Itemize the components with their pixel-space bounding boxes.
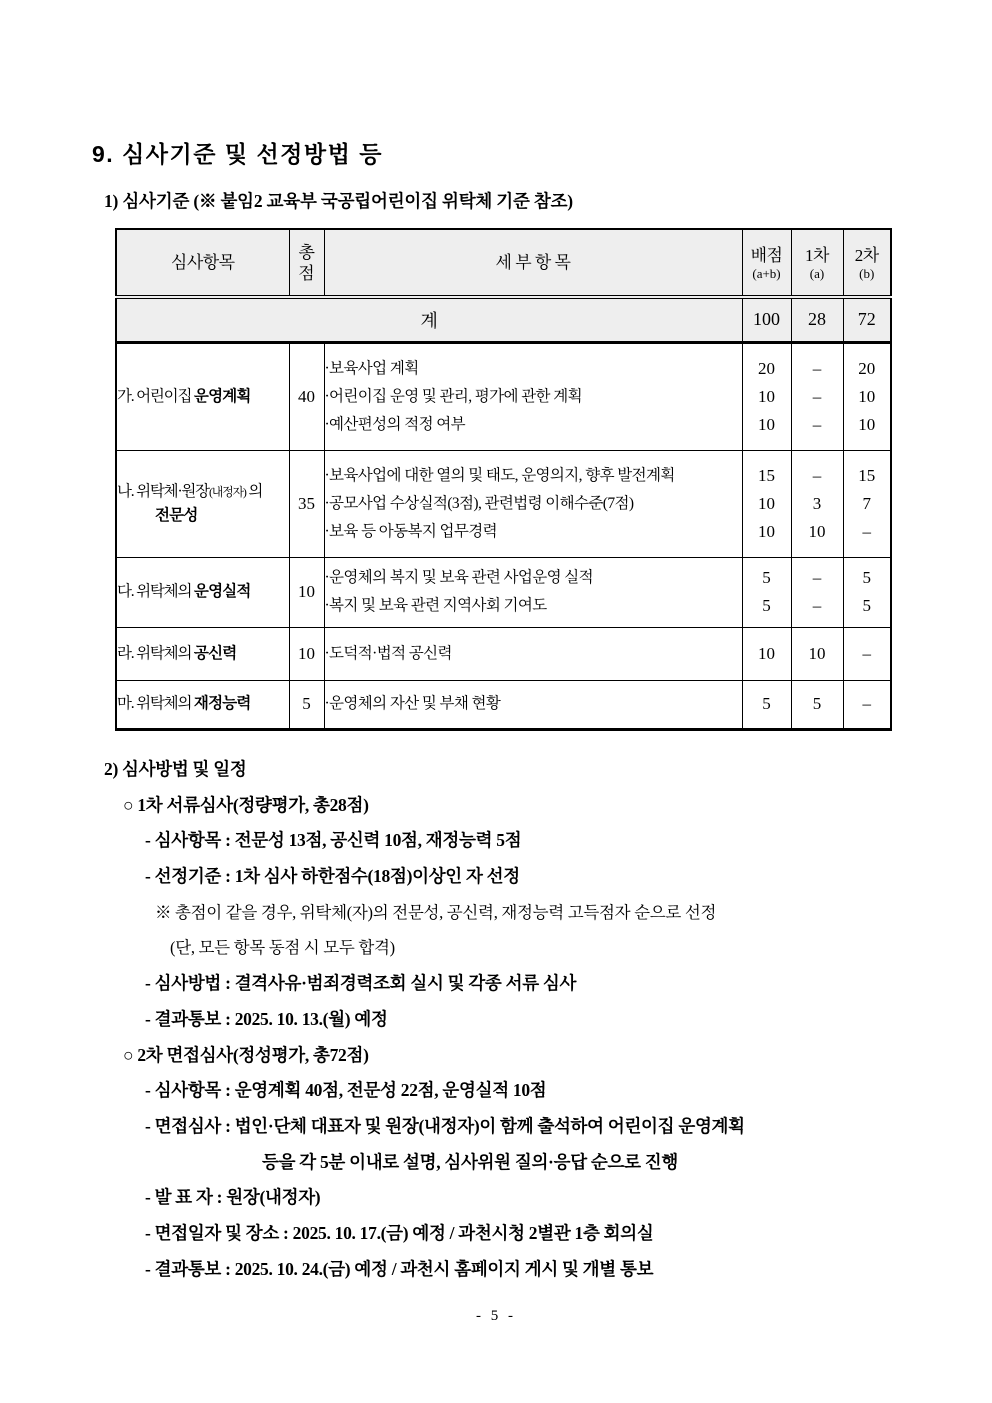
row-total-points: 35 — [289, 450, 324, 557]
score-value: 10 — [758, 493, 775, 513]
doc-line: - 심사방법 : 결격사유·범죄경력조회 실시 및 각종 서류 심사 — [145, 973, 577, 994]
score-value: – — [812, 414, 822, 434]
detail-line: ·보육사업에 대한 열의 및 태도, 운영의지, 향후 발전계획 — [324, 466, 675, 484]
row-first-round — [791, 450, 843, 557]
table-row — [116, 627, 891, 680]
score-value: – — [812, 386, 822, 406]
score-value: 20 — [758, 358, 775, 378]
score-value: – — [812, 465, 822, 485]
doc-line: - 결과통보 : 2025. 10. 24.(금) 예정 / 과천시 홈페이지 게시 및 개별 통보 — [145, 1258, 654, 1279]
row-allotment — [742, 342, 791, 450]
row-detail-items — [324, 627, 742, 680]
score-value: 20 — [858, 358, 876, 378]
detail-line: ·보육 등 아동복지 업무경력 — [324, 522, 497, 540]
detail-line: ·보육사업 계획 — [324, 359, 419, 377]
criteria-table — [115, 228, 892, 731]
score-value: 10 — [858, 414, 876, 434]
score-value: 7 — [862, 493, 871, 513]
total-allotment: 100 — [742, 297, 791, 342]
row-allotment — [742, 680, 791, 729]
row-first-round — [791, 680, 843, 729]
row-detail-items — [324, 342, 742, 450]
row-label: 마. 위탁체의 재정능력 — [116, 680, 289, 729]
total-second-round: 72 — [843, 297, 891, 342]
score-value: 10 — [858, 386, 876, 406]
section1-title: 1) 심사기준 (※ 붙임2 교육부 국공립어린이집 위탁체 기준 참조) — [104, 191, 573, 211]
row-second-round — [843, 557, 891, 627]
doc-line: ○ 1차 서류심사(정량평가, 총28점) — [123, 794, 369, 815]
score-value: – — [812, 568, 822, 587]
score-value: 10 — [758, 643, 775, 663]
score-value: 10 — [758, 386, 775, 406]
detail-line: ·공모사업 수상실적(3점), 관련법령 이해수준(7점) — [324, 494, 634, 512]
score-value: 5 — [862, 568, 871, 587]
table-row — [116, 680, 891, 729]
table-header-row — [116, 229, 891, 297]
score-value: 5 — [862, 596, 871, 615]
row-allotment — [742, 627, 791, 680]
score-value: 5 — [762, 568, 771, 587]
score-value: 10 — [808, 521, 826, 541]
score-value: – — [862, 521, 871, 541]
row-second-round — [843, 342, 891, 450]
row-detail-items — [324, 450, 742, 557]
score-value: – — [862, 694, 871, 713]
row-allotment — [742, 450, 791, 557]
row-first-round — [791, 342, 843, 450]
page-number: - 5 - — [476, 1308, 516, 1324]
score-value: – — [812, 358, 822, 378]
score-value: – — [862, 643, 871, 663]
row-detail-items — [324, 680, 742, 729]
row-total-points: 40 — [289, 342, 324, 450]
score-value: 10 — [758, 414, 775, 434]
row-total-points: 5 — [289, 680, 324, 729]
doc-line: - 심사항목 : 전문성 13점, 공신력 10점, 재정능력 5점 — [145, 830, 522, 851]
score-value: 5 — [762, 596, 771, 615]
score-value: 5 — [762, 694, 771, 713]
row-first-round — [791, 627, 843, 680]
detail-line: ·복지 및 보육 관련 지역사회 기여도 — [324, 597, 547, 614]
row-second-round — [843, 680, 891, 729]
row-total-points: 10 — [289, 627, 324, 680]
row-first-round — [791, 557, 843, 627]
score-value: 10 — [808, 643, 826, 663]
doc-line: (단, 모든 항목 동점 시 모두 합격) — [170, 938, 395, 958]
total-first-round: 28 — [791, 297, 843, 342]
row-label: 다. 위탁체의 운영실적 — [116, 557, 289, 627]
row-label: 가. 어린이집 운영계획 — [116, 342, 289, 450]
score-value: 15 — [758, 465, 775, 485]
section2-review-method — [104, 752, 974, 1287]
col-header-review-item: 심사항목 — [116, 229, 289, 297]
table-total-row — [116, 297, 891, 342]
col-header-first-round: 1차 (a) — [791, 229, 843, 297]
row-second-round — [843, 450, 891, 557]
row-total-points: 10 — [289, 557, 324, 627]
doc-line: - 결과통보 : 2025. 10. 13.(월) 예정 — [145, 1008, 388, 1029]
doc-line: 등을 각 5분 이내로 설명, 심사위원 질의·응답 순으로 진행 — [262, 1151, 678, 1172]
detail-line: ·예산편성의 적정 여부 — [324, 415, 465, 433]
page-title: 9. 심사기준 및 선정방법 등 — [92, 141, 383, 167]
row-label: 라. 위탁체의 공신력 — [116, 627, 289, 680]
detail-line: ·운영체의 자산 및 부채 현황 — [324, 695, 501, 712]
doc-line: ○ 2차 면접심사(정성평가, 총72점) — [123, 1044, 369, 1065]
doc-line: - 면접심사 : 법인·단체 대표자 및 원장(내정자)이 함께 출석하여 어린이집 운영계획 — [145, 1115, 745, 1136]
table-row — [116, 557, 891, 627]
col-header-second-round: 2차 (b) — [843, 229, 891, 297]
doc-line: ※ 총점이 같을 경우, 위탁체(자)의 전문성, 공신력, 재정능력 고득점자 순으로 선정 — [155, 902, 717, 922]
total-row-label: 계 — [116, 297, 742, 342]
doc-line: - 발 표 자 : 원장(내정자) — [145, 1187, 321, 1208]
row-allotment — [742, 557, 791, 627]
score-value: – — [812, 596, 822, 615]
detail-line: ·도덕적·법적 공신력 — [324, 644, 452, 662]
score-value: 5 — [812, 694, 822, 713]
col-header-total-points: 총 점 — [289, 229, 324, 297]
table-row — [116, 450, 891, 557]
row-label: 나. 위탁체·원장(내정자) 의 전문성 — [116, 450, 289, 557]
doc-line: 2) 심사방법 및 일정 — [104, 759, 247, 779]
col-header-detail-items: 세 부 항 목 — [324, 229, 742, 297]
score-value: 15 — [858, 465, 876, 485]
row-second-round — [843, 627, 891, 680]
doc-line: - 선정기준 : 1차 심사 하한점수(18점)이상인 자 선정 — [145, 866, 520, 887]
detail-line: ·어린이집 운영 및 관리, 평가에 관한 계획 — [324, 387, 582, 405]
row-detail-items — [324, 557, 742, 627]
detail-line: ·운영체의 복지 및 보육 관련 사업운영 실적 — [324, 569, 594, 586]
score-value: 10 — [758, 521, 775, 541]
table-row — [116, 342, 891, 450]
score-value: 3 — [812, 493, 822, 513]
doc-line: - 심사항목 : 운영계획 40점, 전문성 22점, 운영실적 10점 — [145, 1080, 547, 1101]
col-header-allotment: 배점 (a+b) — [742, 229, 791, 297]
doc-line: - 면접일자 및 장소 : 2025. 10. 17.(금) 예정 / 과천시청 2별관 1층 회의실 — [145, 1222, 654, 1243]
